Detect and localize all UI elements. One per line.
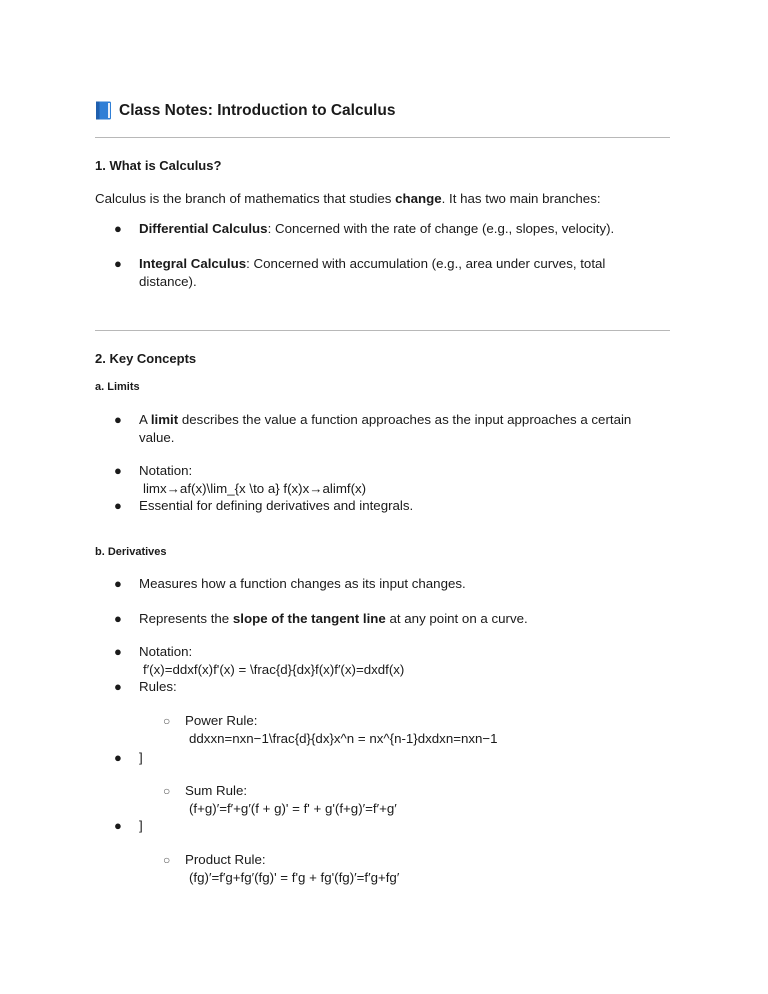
blue-book-icon xyxy=(95,101,112,120)
bullet-icon: ● xyxy=(114,644,122,659)
bullet-icon: ● xyxy=(114,221,122,236)
list-item: Essential for defining derivatives and integrals. xyxy=(139,498,414,513)
stray-bracket: ] xyxy=(139,818,143,833)
divider xyxy=(95,137,670,138)
subsection-heading: a. Limits xyxy=(95,381,140,393)
list-item: A limit describes the value a function approaches as the input approaches a certain value. xyxy=(139,412,632,445)
bullet-icon: ● xyxy=(114,611,122,626)
formula: f′(x)=ddxf(x)f'(x) = \frac{d}{dx}f(x)f′(x)=dxdf(x) xyxy=(143,662,405,677)
bullet-icon: ● xyxy=(114,256,122,271)
bullet-icon: ● xyxy=(114,498,122,513)
page-title xyxy=(95,101,395,120)
bullet-icon: ● xyxy=(114,576,122,591)
formula: ddxxn=nxn−1\frac{d}{dx}x^n = nx^{n-1}dxdxn=nxn−1 xyxy=(189,731,498,746)
section-heading: 1. What is Calculus? xyxy=(95,158,222,173)
bullet-icon: ● xyxy=(114,750,122,765)
divider xyxy=(95,330,670,331)
list-item: Notation: f′(x)=ddxf(x)f'(x) = \frac{d}{dx}f(x)f′(x)=dxdf(x) xyxy=(139,644,405,677)
rule-item: Product Rule: (fg)′=f′g+fg′(fg)' = f'g + fg'(fg)′=f′g+fg′ xyxy=(185,852,400,885)
circle-bullet-icon: ○ xyxy=(163,714,171,728)
circle-bullet-icon: ○ xyxy=(163,853,171,867)
list-item: Measures how a function changes as its input changes. xyxy=(139,576,466,591)
list-item: Rules: xyxy=(139,679,177,694)
subsection-heading: b. Derivatives xyxy=(95,546,167,558)
list-item: Integral Calculus: Concerned with accumulation (e.g., area under curves, total distance). xyxy=(139,256,606,289)
formula: limx→af(x)\lim_{x \to a} f(x)x→alimf(x) xyxy=(143,481,367,496)
bullet-icon: ● xyxy=(114,679,122,694)
formula: (f+g)′=f′+g′(f + g)' = f' + g'(f+g)′=f′+g′ xyxy=(189,801,397,816)
list-item: Notation: limx→af(x)\lim_{x \to a} f(x)x→alimf(x) xyxy=(139,463,367,496)
bullet-icon: ● xyxy=(114,818,122,833)
stray-bracket: ] xyxy=(139,750,143,765)
page-title-text: Class Notes: Introduction to Calculus xyxy=(119,101,396,119)
section-heading: 2. Key Concepts xyxy=(95,351,197,366)
formula: (fg)′=f′g+fg′(fg)' = f'g + fg'(fg)′=f′g+fg′ xyxy=(189,870,400,885)
rule-item: Power Rule: ddxxn=nxn−1\frac{d}{dx}x^n = nx^{n-1}dxdxn=nxn−1 xyxy=(185,713,498,746)
list-item: Differential Calculus: Concerned with the rate of change (e.g., slopes, velocity). xyxy=(139,221,615,236)
bullet-icon: ● xyxy=(114,463,122,478)
bullet-icon: ● xyxy=(114,412,122,427)
paragraph: Calculus is the branch of mathematics that studies change. It has two main branches: xyxy=(95,191,601,206)
list-item: Represents the slope of the tangent line at any point on a curve. xyxy=(139,611,528,626)
circle-bullet-icon: ○ xyxy=(163,784,171,798)
rule-item: Sum Rule: (f+g)′=f′+g′(f + g)' = f' + g'(f+g)′=f′+g′ xyxy=(185,783,397,816)
